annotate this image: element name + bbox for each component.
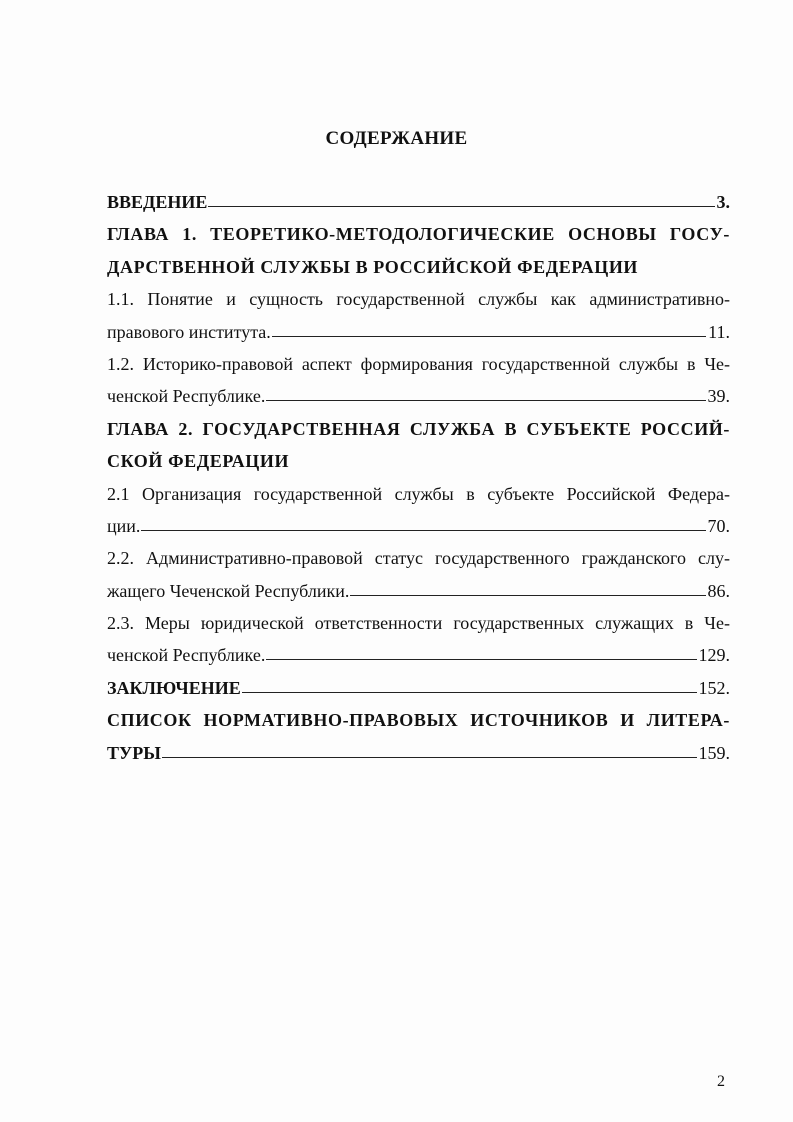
toc-entry-text: ции. bbox=[107, 515, 141, 536]
toc-page-number: 39. bbox=[707, 386, 730, 407]
toc-page-number: 129. bbox=[698, 645, 730, 666]
toc-entry-text: 1.1. Понятие и сущность государственной службы как административно- bbox=[107, 289, 730, 310]
dot-leader bbox=[272, 336, 706, 337]
toc-page-number: 70. bbox=[707, 515, 730, 536]
toc-entry-text: 2.3. Меры юридической ответственности государственных служащих в Че- bbox=[107, 613, 730, 634]
toc-page-number: 11. bbox=[708, 321, 730, 342]
dot-leader bbox=[162, 757, 697, 758]
dot-leader bbox=[350, 595, 705, 596]
toc-section-2-2-line-1[interactable] bbox=[107, 542, 730, 574]
toc-entry-text: СКОЙ ФЕДЕРАЦИИ bbox=[107, 451, 290, 472]
toc-entry-text: ченской Республике. bbox=[107, 386, 266, 407]
toc-chapter-2-line-2[interactable] bbox=[107, 445, 730, 477]
toc-section-2-3-line-2[interactable] bbox=[107, 639, 730, 671]
dot-leader bbox=[242, 692, 697, 693]
toc-section-2-3-line-1[interactable] bbox=[107, 607, 730, 639]
toc-entry-text: ГЛАВА 2. ГОСУДАРСТВЕННАЯ СЛУЖБА В СУБЪЕКТЕ РОССИЙ- bbox=[107, 418, 730, 439]
toc-chapter-1-line-1[interactable] bbox=[107, 218, 730, 250]
toc-section-1-2-line-2[interactable] bbox=[107, 380, 730, 412]
dot-leader bbox=[208, 206, 714, 207]
toc-entry-text: ДАРСТВЕННОЙ СЛУЖБЫ В РОССИЙСКОЙ ФЕДЕРАЦИИ bbox=[107, 256, 639, 277]
toc-bibliography-line-1[interactable] bbox=[107, 704, 730, 736]
toc-section-1-2-line-1[interactable] bbox=[107, 348, 730, 380]
toc-entry-text: жащего Чеченской Республики. bbox=[107, 580, 350, 601]
toc-page-number: 159. bbox=[698, 742, 730, 763]
dot-leader bbox=[141, 530, 705, 531]
dot-leader bbox=[266, 659, 696, 660]
toc-entry-text: ВВЕДЕНИЕ bbox=[107, 192, 208, 212]
toc-page-number: 152. bbox=[698, 677, 730, 698]
toc-entry-text: ЗАКЛЮЧЕНИЕ bbox=[107, 677, 241, 698]
toc-entry-text: СПИСОК НОРМАТИВНО-ПРАВОВЫХ ИСТОЧНИКОВ И ЛИТЕРА- bbox=[107, 710, 730, 731]
toc-entry-introduction[interactable] bbox=[107, 186, 730, 218]
toc-chapter-1-line-2[interactable] bbox=[107, 251, 730, 283]
toc-page-number: 3. bbox=[716, 192, 730, 212]
toc-entry-text: ченской Республике. bbox=[107, 645, 266, 666]
page-title: СОДЕРЖАНИЕ bbox=[325, 128, 468, 149]
toc-page-number: 86. bbox=[707, 580, 730, 601]
toc-entry-text: 2.1 Организация государственной службы в субъекте Российской Федера- bbox=[107, 483, 730, 504]
toc-entry-text: ТУРЫ bbox=[107, 742, 161, 763]
page-number: 2 bbox=[717, 1073, 725, 1090]
toc-bibliography-line-2[interactable] bbox=[107, 737, 730, 769]
toc-entry-text: 2.2. Административно-правовой статус государственного гражданского слу- bbox=[107, 548, 730, 569]
toc-entry-text: 1.2. Историко-правовой аспект формирования государственной службы в Че- bbox=[107, 353, 730, 374]
toc-section-1-1-line-2[interactable] bbox=[107, 316, 730, 348]
toc-chapter-2-line-1[interactable] bbox=[107, 413, 730, 445]
toc-section-2-1-line-1[interactable] bbox=[107, 478, 730, 510]
toc-entry-conclusion[interactable] bbox=[107, 672, 730, 704]
table-of-contents bbox=[107, 186, 730, 769]
toc-section-2-1-line-2[interactable] bbox=[107, 510, 730, 542]
toc-section-1-1-line-1[interactable] bbox=[107, 283, 730, 315]
dot-leader bbox=[266, 400, 705, 401]
toc-entry-text: правового института. bbox=[107, 321, 271, 342]
toc-section-2-2-line-2[interactable] bbox=[107, 575, 730, 607]
toc-entry-text: ГЛАВА 1. ТЕОРЕТИКО-МЕТОДОЛОГИЧЕСКИЕ ОСНОВЫ ГОСУ- bbox=[107, 224, 730, 245]
